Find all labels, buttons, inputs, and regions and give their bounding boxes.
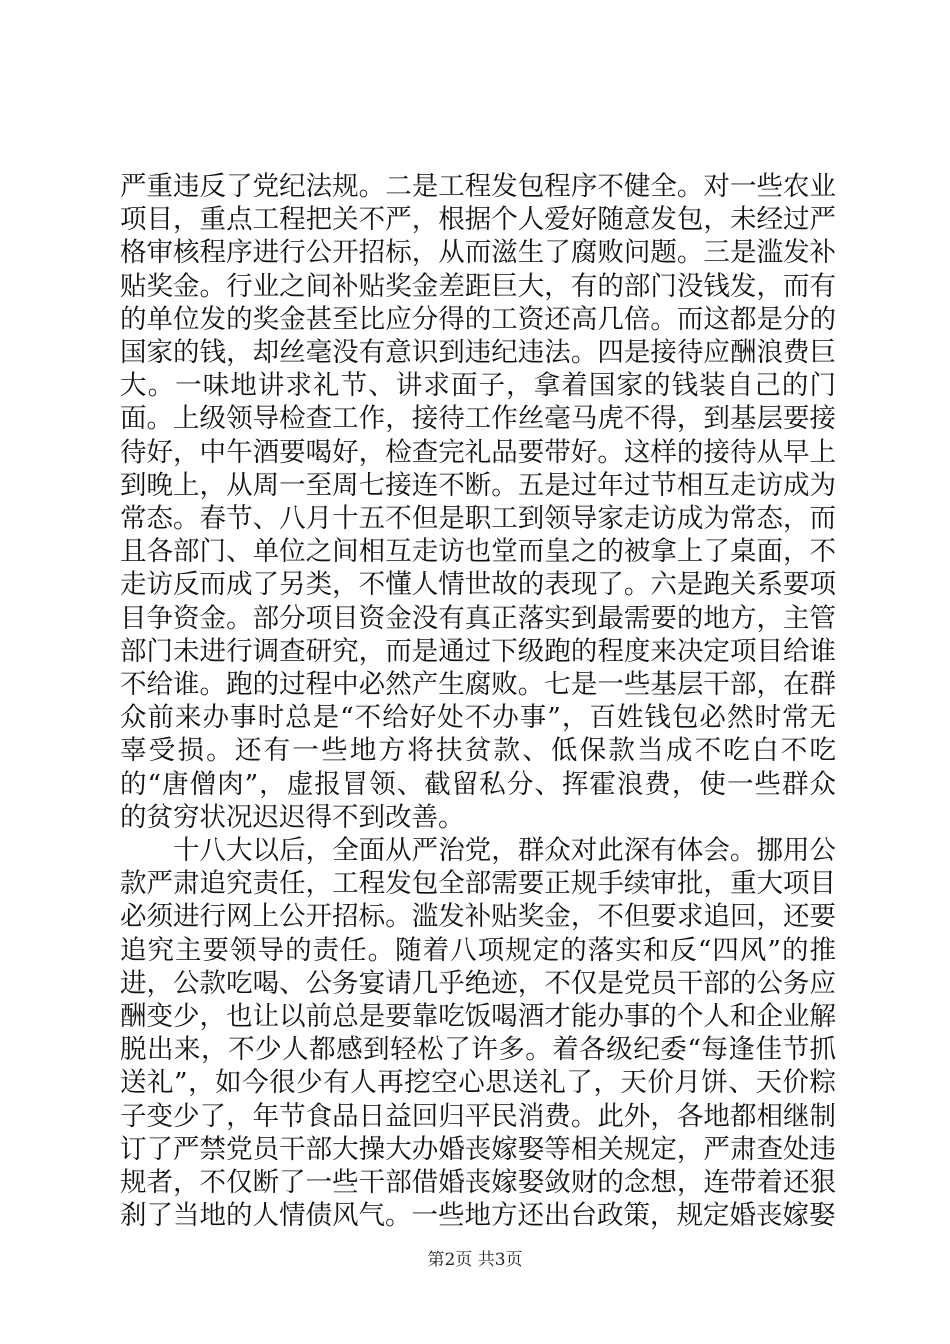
page-number-footer: 第2页 共3页 xyxy=(427,1250,523,1270)
document-body xyxy=(120,170,836,1233)
body-paragraph: 十八大以后，全面从严治党，群众对此深有体会。挪用公款严肃追究责任，工程发包全部需要正规手续审批，重大项目必须进行网上公开招标。滥发补贴奖金，不但要求追回，还要追究主要领导的责任。随着八项规定的落实和反“四风”的推进，公款吃喝、公务宴请几乎绝迹，不仅是党员干部的公务应酬变少，也让以前总是要靠吃饭喝酒才能办事的个人和企业解脱出来，不少人都感到轻松了许多。着各级纪委“每逢佳节抓送礼”，如今很少有人再挖空心思送礼了，天价月饼、天价粽子变少了，年节食品日益回归平民消费。此外，各地都相继制订了严禁党员干部大操大办婚丧嫁娶等相关规定，严肃查处违规者，不仅断了一些干部借婚丧嫁娶敛财的念想，连带着还狠刹了当地的人情债风气。一些地方还出台政策，规定婚丧嫁娶 xyxy=(120,835,836,1232)
body-paragraph-continued: 严重违反了党纪法规。二是工程发包程序不健全。对一些农业项目，重点工程把关不严，根据个人爱好随意发包，未经过严格审核程序进行公开招标，从而滋生了腐败问题。三是滥发补贴奖金。行业之间补贴奖金差距巨大，有的部门没钱发，而有的单位发的奖金甚至比应分得的工资还高几倍。而这都是分的国家的钱，却丝毫没有意识到违纪违法。四是接待应酬浪费巨大。一味地讲求礼节、讲求面子，拿着国家的钱装自己的门面。上级领导检查工作，接待工作丝毫马虎不得，到基层要接待好，中午酒要喝好，检查完礼品要带好。这样的接待从早上到晚上，从周一至周七接连不断。五是过年过节相互走访成为常态。春节、八月十五不但是职工到领导家走访成为常态，而且各部门、单位之间相互走访也堂而皇之的被拿上了桌面，不走访反而成了另类，不懂人情世故的表现了。六是跑关系要项目争资金。部分项目资金没有真正落实到最需要的地方，主管部门未进行调查研究，而是通过下级跑的程度来决定项目给谁不给谁。跑的过程中必然产生腐败。七是一些基层干部，在群众前来办事时总是“不给好处不办事”，百姓钱包必然时常无辜受损。还有一些地方将扶贫款、低保款当成不吃白不吃的“唐僧肉”，虚报冒领、截留私分、挥霍浪费，使一些群众的贫穷状况迟迟得不到改善。 xyxy=(120,171,836,833)
